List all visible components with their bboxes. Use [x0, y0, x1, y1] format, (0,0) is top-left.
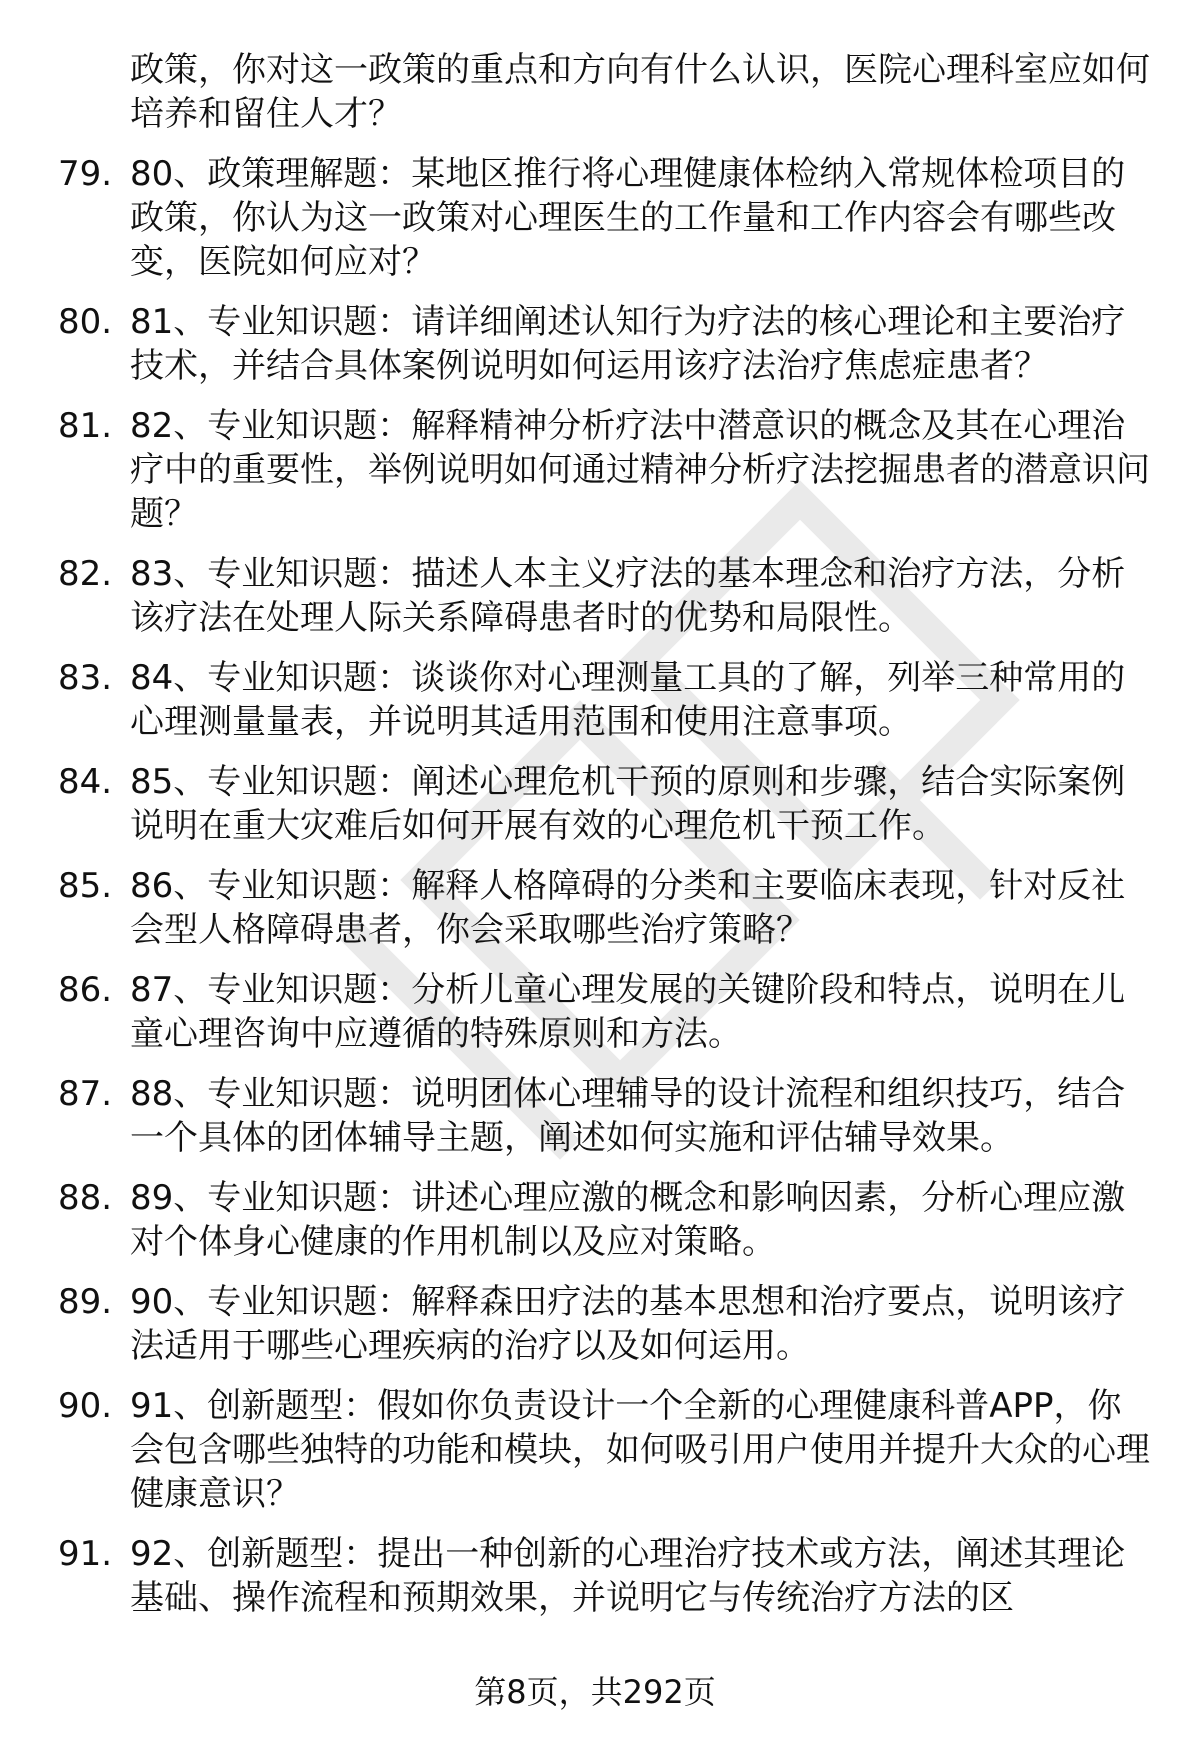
item-text: 92、创新题型：提出一种创新的心理治疗技术或方法，阐述其理论基础、操作流程和预期效果，并说明它与传统治疗方法的区: [130, 1534, 1126, 1618]
item-number: 84.: [58, 762, 113, 802]
list-item: [58, 864, 1150, 952]
item-number: 82.: [58, 554, 113, 594]
item-number: 91.: [58, 1534, 113, 1574]
list-item: [58, 1280, 1150, 1368]
item-number: 81.: [58, 406, 113, 446]
item-text: 87、专业知识题：分析儿童心理发展的关键阶段和特点，说明在儿童心理咨询中应遵循的特殊原则和方法。: [130, 970, 1126, 1054]
item-number: 85.: [58, 866, 113, 906]
item-text: 86、专业知识题：解释人格障碍的分类和主要临床表现，针对反社会型人格障碍患者，你会采取哪些治疗策略？: [130, 866, 1126, 950]
item-text: 89、专业知识题：讲述心理应激的概念和影响因素，分析心理应激对个体身心健康的作用机制以及应对策略。: [130, 1178, 1126, 1262]
list-item: [58, 1176, 1150, 1264]
item-number: 88.: [58, 1178, 113, 1218]
list-item: [58, 1072, 1150, 1160]
item-number: 83.: [58, 658, 113, 698]
item-number: 87.: [58, 1074, 113, 1114]
item-number: 89.: [58, 1282, 113, 1322]
item-text: 85、专业知识题：阐述心理危机干预的原则和步骤，结合实际案例说明在重大灾难后如何开展有效的心理危机干预工作。: [130, 762, 1126, 846]
item-text: 80、政策理解题：某地区推行将心理健康体检纳入常规体检项目的政策，你认为这一政策对心理医生的工作量和工作内容会有哪些改变，医院如何应对？: [130, 154, 1126, 282]
list-item: [58, 1384, 1150, 1516]
page-footer: 第8页，共292页: [474, 1673, 716, 1711]
list-item: [58, 656, 1150, 744]
item-text: 82、专业知识题：解释精神分析疗法中潜意识的概念及其在心理治疗中的重要性，举例说明如何通过精神分析疗法挖掘患者的潜意识问题？: [130, 406, 1150, 534]
item-text: 81、专业知识题：请详细阐述认知行为疗法的核心理论和主要治疗技术，并结合具体案例说明如何运用该疗法治疗焦虑症患者？: [130, 302, 1126, 386]
item-number: 86.: [58, 970, 113, 1010]
item-number: 79.: [58, 154, 113, 194]
item-text: 83、专业知识题：描述人本主义疗法的基本理念和治疗方法，分析该疗法在处理人际关系障碍患者时的优势和局限性。: [130, 554, 1126, 638]
list-item: [58, 968, 1150, 1056]
list-item: [58, 552, 1150, 640]
list-item: [58, 404, 1150, 536]
item-number: 90.: [58, 1386, 113, 1426]
item-text: 84、专业知识题：谈谈你对心理测量工具的了解，列举三种常用的心理测量量表，并说明其适用范围和使用注意事项。: [130, 658, 1126, 742]
question-list: [0, 48, 1190, 1636]
list-item: [58, 760, 1150, 848]
list-item: [58, 300, 1150, 388]
item-text: 91、创新题型：假如你负责设计一个全新的心理健康科普APP，你会包含哪些独特的功能和模块，如何吸引用户使用并提升大众的心理健康意识？: [130, 1386, 1150, 1514]
item-text: 88、专业知识题：说明团体心理辅导的设计流程和组织技巧，结合一个具体的团体辅导主题，阐述如何实施和评估辅导效果。: [130, 1074, 1126, 1158]
continued-text: 政策，你对这一政策的重点和方向有什么认识，医院心理科室应如何培养和留住人才？: [130, 50, 1150, 134]
list-item: [58, 1532, 1150, 1620]
item-text: 90、专业知识题：解释森田疗法的基本思想和治疗要点，说明该疗法适用于哪些心理疾病的治疗以及如何运用。: [130, 1282, 1126, 1366]
item-number: 80.: [58, 302, 113, 342]
list-item: [58, 152, 1150, 284]
